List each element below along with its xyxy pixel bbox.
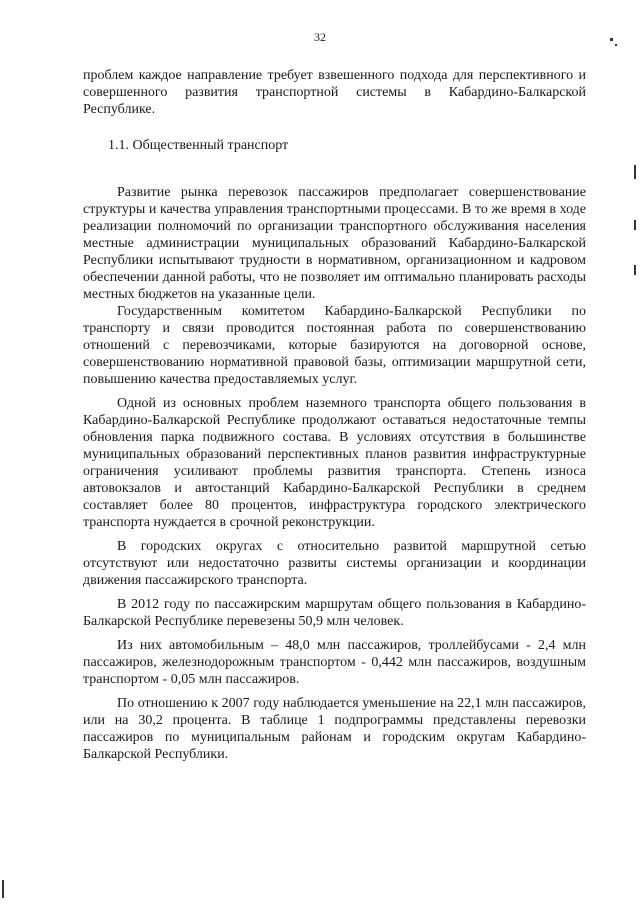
scan-mark <box>615 44 617 46</box>
paragraph-state-committee: Государственным комитетом Кабардино-Балкарской Республики по транспорту и связи проводится постоянная работа по совершенствованию отношений с перевозчиками, которые базируются на договорной основе, совершенствованию нормативной правовой базы, оптимизации маршрутной сети, повышению качества предоставляемых услуг. <box>83 304 586 387</box>
paragraph-market-development: Развитие рынка перевозок пассажиров предполагает совершенствование структуры и качества управления транспортными процессами. В то же время в ходе реализации полномочий по организации транспортного обслуживания населения местные администрации муниципальных образований Кабардино-Балкарской Республики испытывают трудности в нормативном, организационном и кадровом обеспечении данной работы, что не позволяет им оптимально планировать расходы местных бюджетов на указанные цели. <box>83 185 586 302</box>
scan-mark <box>634 165 636 179</box>
paragraph-transport-breakdown: Из них автомобильным – 48,0 млн пассажиров, троллейбусами - 2,4 млн пассажиров, железнодорожным транспортом - 0,442 млн пассажиров, воздушным транспортом - 0,05 млн пассажиров. <box>83 638 586 687</box>
intro-text: проблем каждое направление требует взвешенного подхода для перспективного и совершенного развития транспортной системы в Кабардино-Балкарской Республике. <box>83 68 586 117</box>
page-number: 32 <box>314 30 326 44</box>
scan-mark <box>634 265 636 275</box>
main-text <box>83 184 586 763</box>
intro-paragraph <box>83 67 586 118</box>
section-heading: 1.1. Общественный транспорт <box>108 138 289 153</box>
paragraph-main-problems: Одной из основных проблем наземного транспорта общего пользования в Кабардино-Балкарской Республике продолжают оставаться недостаточные темпы обновления парка подвижного состава. В условиях отсутствия в большинстве муниципальных образований перспективных планов развития инфраструктурные ограничения усиливают проблемы развития транспорта. Степень износа автовокзалов и автостанций Кабардино-Балкарской Республики в среднем составляет более 80 процентов, инфраструктура городского электрического транспорта нуждается в срочной реконструкции. <box>83 396 586 530</box>
scan-mark <box>2 880 4 898</box>
scan-mark <box>634 220 636 230</box>
paragraph-2012-passengers: В 2012 году по пассажирским маршрутам общего пользования в Кабардино-Балкарской Республике перевезены 50,9 млн человек. <box>83 597 586 629</box>
paragraph-2007-comparison: По отношению к 2007 году наблюдается уменьшение на 22,1 млн пассажиров, или на 30,2 процента. В таблице 1 подпрограммы представлены перевозки пассажиров по муниципальным районам и городским округам Кабардино-Балкарской Республики. <box>83 696 586 762</box>
scan-mark <box>610 38 613 41</box>
paragraph-city-districts: В городских округах с относительно развитой маршрутной сетью отсутствуют или недостаточно развиты системы организации и координации движения пассажирского транспорта. <box>83 539 586 588</box>
